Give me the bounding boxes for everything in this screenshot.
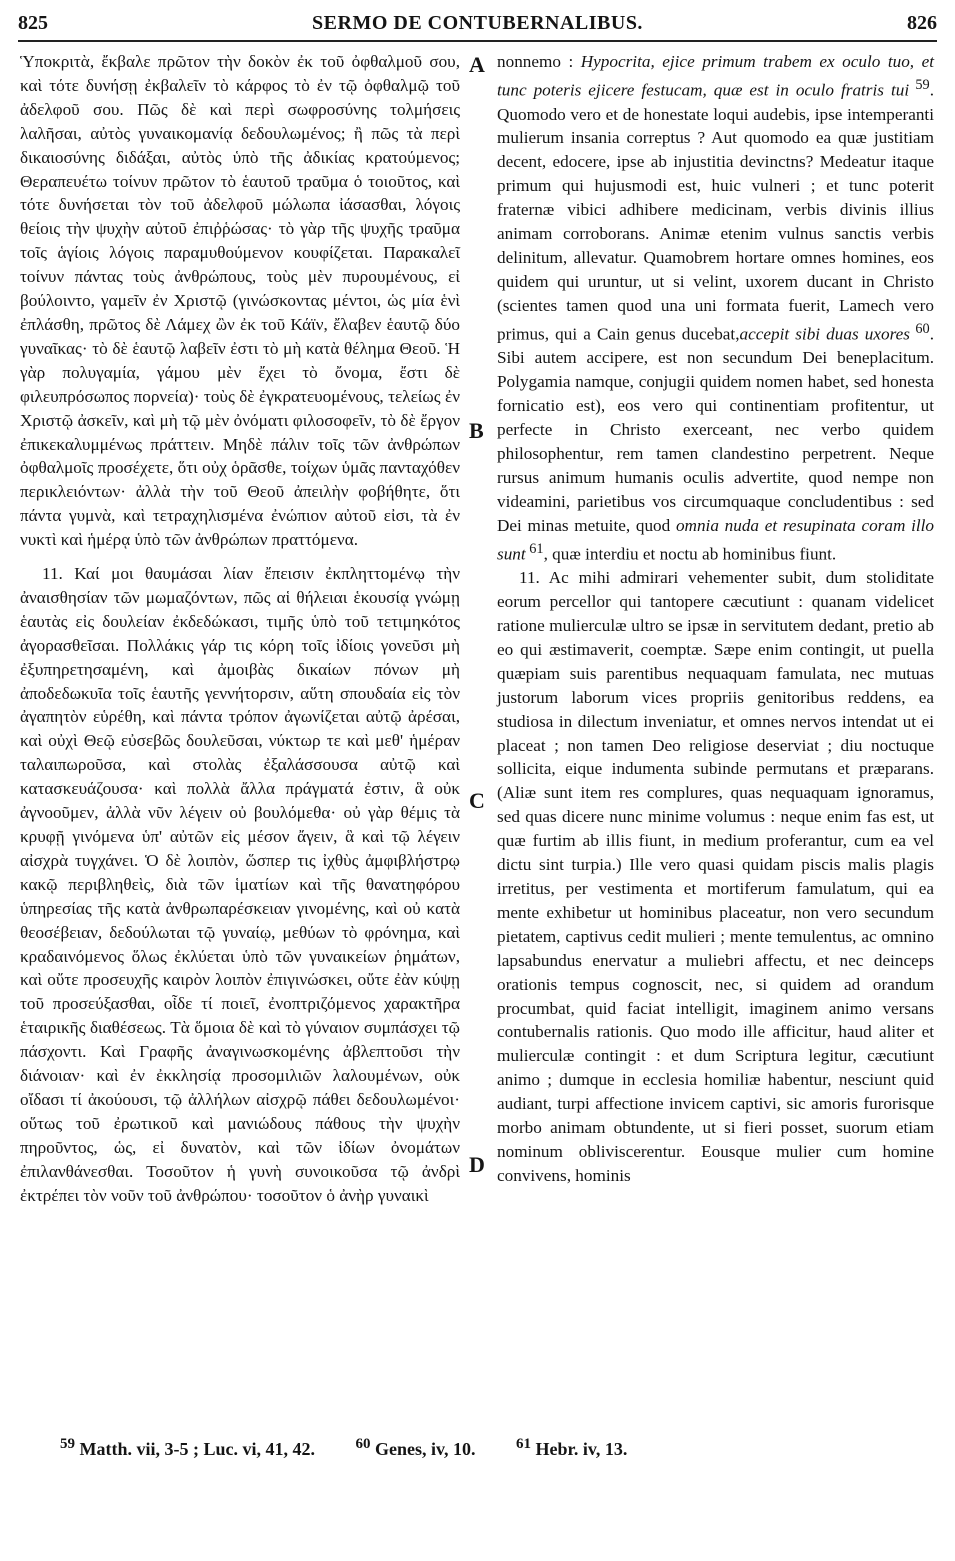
- greek-column: [20, 50, 460, 1208]
- footnote-number: 61: [516, 1436, 532, 1452]
- footnote-ref: 59: [909, 76, 930, 93]
- running-title: SERMO DE CONTUBERNALIBUS.: [312, 11, 643, 34]
- latin-text: . Sibi autem accipere, est non secundum Dei beneplacitum. Polygamia namque, conjugii quidem nomen habet, sed honesta fornicatio est), eos vero qui continentiam profitentur, ut perfecte in Christo exerceant, nec verbo quidem philosophentur, rem tamen clandestino perpetrent. Neque rursus animum humanis oculis advertite, quod nempe non videamini, parietibus vos circumquaque concludentibus : sed Dei minas metuite, quod: [497, 324, 934, 535]
- latin-quotation: Hypocrita, ejice primum trabem ex oculo tuo, et tunc poteris ejicere festucam, quæ est in oculo fratris tui: [497, 52, 934, 100]
- latin-paragraph-2: 11. Ac mihi admirari vehementer subit, dum stoliditate eorum percellor qui tantopere cæcutiunt : quanam videlicet ratione mulierculæ ultro se ipsæ in servitutem dedant, pretio ab eo qui æstimaverit, coemptæ. Sæpe enim contingit, ut puella quæpiam suis parentibus nequaquam famulata, nec mutuas justorum laborum vices propriis genitoribus reddens, ea studiosa in dilectum inveniatur, et omnes nervos intendat ut ei placeat ; non tamen Deo religiose deserviat ; diu noctuque sollicita, eique indumenta subinde permutans et præparans. (Aliæ sunt item res complures, quas nequaquam ignoramus, sed quas dicere nunc minime volumus : neque enim fas est, ut quæ furtim ab illis fiunt, in medium proferantur, cum ea vel dictu sint turpia.) Ille vero quasi quidam piscis malis plagis irretitus, per vestimenta et mortiferum famulatum, qui ea mente exhibetur ut hominibus placeatur, non vero secundum pietatem, captivus cedit mulieri ; mente temulentus, ac omnino lapsabundus enervatur a muliebri affectu, et nec deinceps orationis tempus cognoscit, nec, si quidem ad orandum procumbat, quid faciat intelligit, imaginem animo versans contubernalis rationis. Quo modo ille afficitur, haud aliter et mulierculæ contingit : et dum Scriptura legitur, cæcutiunt animo ; dumque in ecclesia homiliæ habentur, nesciunt quid audiant, turpi affectione invicem captivi, sic amoris furorisque morbo animam obtundente, ut si fieri posset, suorum etiam nominum obliviscerentur. Eousque mulier cum homine convivens, hominis: [497, 568, 934, 1185]
- latin-text: , quæ interdiu et noctu ab hominibus fiunt.: [543, 544, 837, 564]
- greek-paragraph-1: Ὑποκριτὰ, ἔκβαλε πρῶτον τὴν δοκὸν ἐκ τοῦ ὀφθαλμοῦ σου, καὶ τότε δυνήσῃ ἐκβαλεῖν τὸ κάρφος τὸ ἐν τῷ ὀφθαλμῷ τοῦ ἀδελφοῦ σου. Πῶς δὲ καὶ περὶ σωφροσύνης τολμήσεις λαλῆσαι, αὐτὸς γυναικομανίᾳ δεδουλωμένος; ἢ πῶς τὰ περὶ δικαιοσύνης διδάξαι, αὐτὸς ὑπὸ τῆς ἀδικίας κρατούμενος; Θεραπευέτω τοίνυν πρῶτον τὸ ἑαυτοῦ τραῦμα ὁ τοιοῦτος, καὶ τότε δυνήσεται τὸν τοῦ ἀδελφοῦ μώλωπα ἰάσασθαι, λόγοις θείοις τὴν ψυχὴν αὐτοῦ ἐπιῤῥώσας· τὸ γὰρ τῆς ψυχῆς τραῦμα τοῖς ἁγίοις λόγοις παραμυθούμενον κουφίζεται. Παρακαλεῖ τοίνυν πάντας τοὺς ἀνθρώπους, τοὺς μὲν πυρουμένους, εἰ βούλοιντο, γαμεῖν ἐν Χριστῷ (γινώσκοντας μέντοι, ὡς μία ἑνὶ ἐπλάσθη, πρῶτος δὲ Λάμεχ ὢν ἐκ τοῦ Κάϊν, ἔλαβεν ἑαυτῷ δύο γυναῖκας· τὸ δὲ ἑαυτῷ λαβεῖν ἐστι τὸ μὴ κατὰ θέλημα Θεοῦ. Ἡ γὰρ πολυγαμία, γάμου μὲν ἔχει τὸ ὄνομα, ἔστι δὲ φιλευπρόσωπος πορνεία)· τοὺς δὲ ἐγκρατευομένους, τελείως ἐν Χριστῷ ἀσκεῖν, καὶ μὴ τῷ μὲν ὀνόματι φιλοσοφεῖν, τὸ δὲ ἔργον ἐπικεκαλυμμένως πράττειν. Μηδὲ πάλιν τοῖς τῶν ἀνθρώπων ὀφθαλμοῖς προσέχετε, ὅτι οὐχ ὁρᾶσθε, τοίχων ὑμᾶς πανταχόθεν περικλειόντων· ἀλλὰ τὴν τοῦ Θεοῦ ἀπειλὴν φοβήθητε, ὅτι πάντα γυμνὰ, καὶ τετραχηλισμένα ἐνώπιον αὐτοῦ εἰσι, τὰ ἐν νυκτὶ καὶ ἡμέρᾳ ὑπὸ τῶν ἀνθρώπων πραττόμενα.: [20, 52, 460, 550]
- left-column-number: 825: [18, 11, 48, 34]
- margin-letter-a: A: [469, 52, 485, 77]
- right-column-number: 826: [906, 11, 937, 34]
- footnote-text: Hebr. iv, 13.: [535, 1439, 628, 1459]
- footnote: [355, 1436, 494, 1459]
- footnote-ref: 61: [525, 540, 544, 557]
- footnote-text: Genes, iv, 10.: [375, 1439, 476, 1459]
- margin-letter-b: B: [469, 418, 484, 443]
- footnote: [60, 1436, 333, 1459]
- margin-letter-c: C: [469, 788, 485, 813]
- page-header: [18, 10, 937, 42]
- latin-paragraph-1: [497, 50, 934, 566]
- latin-quotation: accepit sibi duas uxores: [739, 324, 910, 344]
- latin-text: nonnemo :: [497, 52, 581, 71]
- footnote: [516, 1436, 645, 1459]
- latin-column: [497, 50, 934, 1188]
- latin-quotation: omnia nuda et resupinata coram illo sunt: [497, 515, 934, 564]
- footnote-number: 60: [355, 1436, 371, 1452]
- margin-letter-d: D: [469, 1152, 485, 1177]
- greek-paragraph-2: 11. Καί μοι θαυμάσαι λίαν ἔπεισιν ἐκπληττομένῳ τὴν ἀναισθησίαν τῶν μωμαζόντων, πῶς αἱ θήλειαι ἑκουσίᾳ γνώμῃ ἑαυτὰς εἰς δουλείαν ἐκδεδώκασι, τιμῆς ὑπὸ τοῦ τετιμηκότος ἀγορασθεῖσαι. Πολλάκις γάρ τις κόρη τοῖς ἰδίοις γονεῦσι μὴ ἐξυπηρετησαμένη, καὶ ἀμοιβὰς δικαίων πόνων μὴ ἀποδεδωκυῖα τοῖς ἑαυτῆς γεννήτορσιν, αὕτη σπουδαία εἰς τὸν ἀγαπητὸν εὑρέθη, καὶ πάντα τρόπον ἀγωνίζεται αὐτῷ ἀρέσαι, καὶ οὐχὶ Θεῷ εὐσεβῶς δουλεῦσαι, νύκτωρ τε καὶ μεθ' ἡμέραν ταλαιπωροῦσα, καὶ στολὰς ἐξαλάσσουσα αὐτῷ καὶ κατασκευάζουσα· καὶ πολλὰ ἄλλα πράγματά ἐστιν, ἃ οὐκ ἀγνοοῦμεν, ἀλλὰ νῦν λέγειν οὐ βουλόμεθα· οὐ γὰρ θέμις τὰ κρυφῇ γινόμενα ὑπ' αὐτῶν εἰς μέσον ἄγειν, ἃ καὶ τῷ λέγειν αἰσχρὰ τυγχάνει. Ὁ δὲ λοιπὸν, ὥσπερ τις ἰχθὺς ἀμφιβλήστρῳ κακῷ περιβληθεὶς, διὰ τῶν ἱματίων καὶ τῆς θανατηφόρου ὑπηρεσίας τῆς κατὰ ἀνθρωπαρέσκειαν γινομένης, καὶ οὐ κατὰ θεοσέβειαν, δεδούλωται τῷ γυναίῳ, μεθύων τὸ φρόνημα, καὶ κραδαινόμενος ὅλως ἐκλύεται ὑπὸ τῶν γυναικείων ῥημάτων, καὶ οὔτε προσευχῆς καιρὸν λοιπὸν ἐπιγινώσκει, οὔτε ἐὰν κύψῃ τοῦ προσεύξασθαι, οἶδε τί ποιεῖ, ἐνοπτριζόμενος χαρακτῆρα ἑταιρικῆς διαθέσεως. Τὰ ὅμοια δὲ καὶ τὸ γύναιον συμπάσχει τῷ πάσχοντι. Καὶ Γραφῆς ἀναγινωσκομένης ἀβλεπτοῦσι τὴν διάνοιαν· καὶ ἐν ἐκκλησίᾳ προσομιλιῶν λαλουμένων, οὐκ οἴδασι τί ἀκούουσι, τῷ ἀλλήλων αἰσχρῷ πάθει δεδουλωμένοι· οὕτως τοῦ ἐρωτικοῦ καὶ μανιώδους πάθους τὴν ψυχὴν πηροῦντος, ὡς, εἰ δυνατὸν, καὶ τῶν ἰδίων ὀνομάτων ἐπιλανθάνεσθαι. Τοσοῦτον ἡ γυνὴ συνοικοῦσα τῷ ἀνδρὶ ἐκτρέπει τὸν νοῦν τοῦ ἀνθρώπου· τοσοῦτον ὁ ἀνὴρ γυναικὶ: [20, 564, 460, 1205]
- footnote-ref: 60: [909, 320, 930, 337]
- latin-text: . Quomodo vero et de honestate loqui audebis, ipse intemperanti mulierum insania correptus ? Aut quomodo ea quæ justitiam decent, edocere, ipse ab injustitia devinctns? Medeatur itaque primum qui hujusmodi est, huic vulneri ; et tunc poterit fraternæ vibici adhibere medicinam, verbis divinis illius animam corroborans. Animæ etenim vulnus sanctis verbis delinitum, allevatur. Quamobrem hortare omnes homines, eos quidem qui uruntur, ut si velint, uxorem ducant in Christo (scientes tamen quod una uni formata fuerit, Lamech vero primus, qui a Cain genus ducebat,: [497, 80, 934, 344]
- footnotes: [60, 1436, 920, 1460]
- footnote-text: Matth. vii, 3-5 ; Luc. vi, 41, 42.: [79, 1439, 315, 1459]
- footnote-number: 59: [60, 1436, 75, 1452]
